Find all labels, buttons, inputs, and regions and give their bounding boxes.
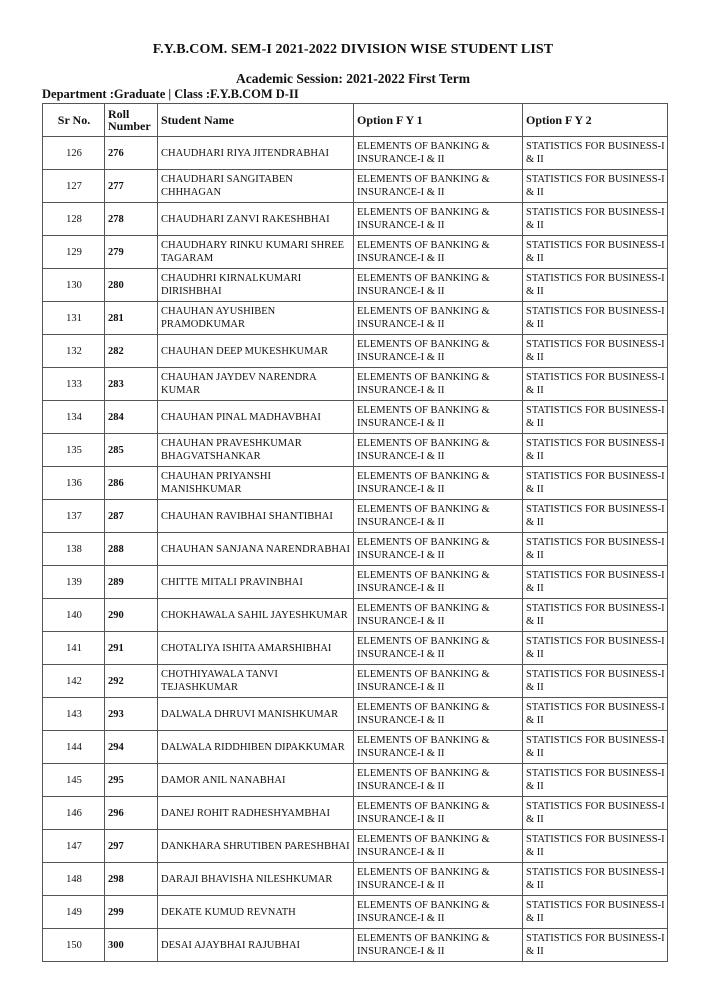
- option-fy1-cell: ELEMENTS OF BANKING & INSURANCE-I & II: [354, 467, 523, 500]
- option-fy2-cell: STATISTICS FOR BUSINESS-I & II: [523, 830, 668, 863]
- table-row: [43, 434, 668, 467]
- option-fy1-cell: ELEMENTS OF BANKING & INSURANCE-I & II: [354, 896, 523, 929]
- option-fy1-cell: ELEMENTS OF BANKING & INSURANCE-I & II: [354, 401, 523, 434]
- roll-number-cell: 284: [105, 401, 158, 434]
- roll-number-cell: 288: [105, 533, 158, 566]
- student-name-cell: CHAUHAN PRIYANSHI MANISHKUMAR: [158, 467, 354, 500]
- option-fy2-cell: STATISTICS FOR BUSINESS-I & II: [523, 335, 668, 368]
- table-row: [43, 500, 668, 533]
- table-body: [43, 137, 668, 962]
- roll-number-cell: 295: [105, 764, 158, 797]
- sr-number-cell: 135: [43, 434, 105, 467]
- student-name-cell: CHAUDHARI ZANVI RAKESHBHAI: [158, 203, 354, 236]
- option-fy1-cell: ELEMENTS OF BANKING & INSURANCE-I & II: [354, 533, 523, 566]
- option-fy1-cell: ELEMENTS OF BANKING & INSURANCE-I & II: [354, 863, 523, 896]
- option-fy1-cell: ELEMENTS OF BANKING & INSURANCE-I & II: [354, 797, 523, 830]
- option-fy2-cell: STATISTICS FOR BUSINESS-I & II: [523, 401, 668, 434]
- sr-number-cell: 140: [43, 599, 105, 632]
- student-name-cell: CHAUDHARI RIYA JITENDRABHAI: [158, 137, 354, 170]
- roll-number-cell: 285: [105, 434, 158, 467]
- option-fy1-cell: ELEMENTS OF BANKING & INSURANCE-I & II: [354, 665, 523, 698]
- option-fy1-cell: ELEMENTS OF BANKING & INSURANCE-I & II: [354, 302, 523, 335]
- department-class-line: Department :Graduate | Class :F.Y.B.COM D-II: [42, 87, 299, 101]
- student-list-table: [42, 103, 668, 962]
- table-row: [43, 764, 668, 797]
- session-subtitle: Academic Session: 2021-2022 First Term: [236, 71, 470, 86]
- roll-number-cell: 299: [105, 896, 158, 929]
- column-header-roll-number: Roll Number: [105, 104, 158, 137]
- roll-number-cell: 291: [105, 632, 158, 665]
- sr-number-cell: 142: [43, 665, 105, 698]
- roll-number-cell: 287: [105, 500, 158, 533]
- sr-number-cell: 146: [43, 797, 105, 830]
- table-row: [43, 203, 668, 236]
- roll-number-cell: 289: [105, 566, 158, 599]
- option-fy2-cell: STATISTICS FOR BUSINESS-I & II: [523, 731, 668, 764]
- student-name-cell: DESAI AJAYBHAI RAJUBHAI: [158, 929, 354, 962]
- option-fy2-cell: STATISTICS FOR BUSINESS-I & II: [523, 137, 668, 170]
- table-row: [43, 698, 668, 731]
- sr-number-cell: 136: [43, 467, 105, 500]
- option-fy2-cell: STATISTICS FOR BUSINESS-I & II: [523, 566, 668, 599]
- option-fy2-cell: STATISTICS FOR BUSINESS-I & II: [523, 368, 668, 401]
- column-header-sr-no: Sr No.: [43, 104, 105, 137]
- option-fy1-cell: ELEMENTS OF BANKING & INSURANCE-I & II: [354, 434, 523, 467]
- roll-number-cell: 292: [105, 665, 158, 698]
- sr-number-cell: 131: [43, 302, 105, 335]
- student-name-cell: CHOTHIYAWALA TANVI TEJASHKUMAR: [158, 665, 354, 698]
- option-fy2-cell: STATISTICS FOR BUSINESS-I & II: [523, 896, 668, 929]
- table-row: [43, 896, 668, 929]
- sr-number-cell: 148: [43, 863, 105, 896]
- option-fy2-cell: STATISTICS FOR BUSINESS-I & II: [523, 302, 668, 335]
- student-name-cell: CHAUHAN PINAL MADHAVBHAI: [158, 401, 354, 434]
- student-name-cell: CHAUHAN PRAVESHKUMAR BHAGVATSHANKAR: [158, 434, 354, 467]
- table-row: [43, 467, 668, 500]
- sr-number-cell: 144: [43, 731, 105, 764]
- option-fy1-cell: ELEMENTS OF BANKING & INSURANCE-I & II: [354, 566, 523, 599]
- table-row: [43, 302, 668, 335]
- roll-number-cell: 276: [105, 137, 158, 170]
- option-fy1-cell: ELEMENTS OF BANKING & INSURANCE-I & II: [354, 632, 523, 665]
- student-name-cell: CHAUDHARY RINKU KUMARI SHREE TAGARAM: [158, 236, 354, 269]
- roll-number-cell: 281: [105, 302, 158, 335]
- student-name-cell: DANKHARA SHRUTIBEN PARESHBHAI: [158, 830, 354, 863]
- column-header-student-name: Student Name: [158, 104, 354, 137]
- sr-number-cell: 141: [43, 632, 105, 665]
- student-name-cell: CHAUHAN JAYDEV NARENDRA KUMAR: [158, 368, 354, 401]
- option-fy2-cell: STATISTICS FOR BUSINESS-I & II: [523, 599, 668, 632]
- student-name-cell: DANEJ ROHIT RADHESHYAMBHAI: [158, 797, 354, 830]
- student-name-cell: CHAUDHARI SANGITABEN CHHHAGAN: [158, 170, 354, 203]
- sr-number-cell: 127: [43, 170, 105, 203]
- option-fy2-cell: STATISTICS FOR BUSINESS-I & II: [523, 467, 668, 500]
- table-row: [43, 566, 668, 599]
- option-fy2-cell: STATISTICS FOR BUSINESS-I & II: [523, 236, 668, 269]
- roll-number-cell: 290: [105, 599, 158, 632]
- roll-number-cell: 297: [105, 830, 158, 863]
- student-name-cell: CHOKHAWALA SAHIL JAYESHKUMAR: [158, 599, 354, 632]
- option-fy1-cell: ELEMENTS OF BANKING & INSURANCE-I & II: [354, 500, 523, 533]
- sr-number-cell: 150: [43, 929, 105, 962]
- table-row: [43, 632, 668, 665]
- option-fy2-cell: STATISTICS FOR BUSINESS-I & II: [523, 500, 668, 533]
- sr-number-cell: 130: [43, 269, 105, 302]
- sr-number-cell: 137: [43, 500, 105, 533]
- student-name-cell: CHAUHAN SANJANA NARENDRABHAI: [158, 533, 354, 566]
- student-name-cell: CHAUHAN DEEP MUKESHKUMAR: [158, 335, 354, 368]
- roll-number-cell: 293: [105, 698, 158, 731]
- option-fy2-cell: STATISTICS FOR BUSINESS-I & II: [523, 434, 668, 467]
- table-row: [43, 236, 668, 269]
- option-fy1-cell: ELEMENTS OF BANKING & INSURANCE-I & II: [354, 203, 523, 236]
- table-row: [43, 929, 668, 962]
- roll-number-cell: 300: [105, 929, 158, 962]
- option-fy2-cell: STATISTICS FOR BUSINESS-I & II: [523, 632, 668, 665]
- sr-number-cell: 129: [43, 236, 105, 269]
- option-fy1-cell: ELEMENTS OF BANKING & INSURANCE-I & II: [354, 731, 523, 764]
- option-fy2-cell: STATISTICS FOR BUSINESS-I & II: [523, 764, 668, 797]
- option-fy2-cell: STATISTICS FOR BUSINESS-I & II: [523, 797, 668, 830]
- option-fy1-cell: ELEMENTS OF BANKING & INSURANCE-I & II: [354, 599, 523, 632]
- roll-number-cell: 286: [105, 467, 158, 500]
- option-fy1-cell: ELEMENTS OF BANKING & INSURANCE-I & II: [354, 269, 523, 302]
- option-fy2-cell: STATISTICS FOR BUSINESS-I & II: [523, 533, 668, 566]
- table-row: [43, 269, 668, 302]
- column-header-option-fy1: Option F Y 1: [354, 104, 523, 137]
- header-row: [43, 104, 668, 137]
- table-row: [43, 599, 668, 632]
- roll-number-cell: 282: [105, 335, 158, 368]
- table-row: [43, 797, 668, 830]
- option-fy1-cell: ELEMENTS OF BANKING & INSURANCE-I & II: [354, 764, 523, 797]
- roll-number-cell: 278: [105, 203, 158, 236]
- roll-number-cell: 280: [105, 269, 158, 302]
- page-title: F.Y.B.COM. SEM-I 2021-2022 DIVISION WISE STUDENT LIST: [152, 42, 554, 57]
- sr-number-cell: 126: [43, 137, 105, 170]
- student-name-cell: CHAUHAN RAVIBHAI SHANTIBHAI: [158, 500, 354, 533]
- student-name-cell: DAMOR ANIL NANABHAI: [158, 764, 354, 797]
- sr-number-cell: 139: [43, 566, 105, 599]
- roll-number-cell: 298: [105, 863, 158, 896]
- student-name-cell: CHAUHAN AYUSHIBEN PRAMODKUMAR: [158, 302, 354, 335]
- option-fy1-cell: ELEMENTS OF BANKING & INSURANCE-I & II: [354, 236, 523, 269]
- option-fy2-cell: STATISTICS FOR BUSINESS-I & II: [523, 698, 668, 731]
- table-row: [43, 137, 668, 170]
- student-name-cell: CHAUDHRI KIRNALKUMARI DIRISHBHAI: [158, 269, 354, 302]
- sr-number-cell: 143: [43, 698, 105, 731]
- sr-number-cell: 145: [43, 764, 105, 797]
- option-fy1-cell: ELEMENTS OF BANKING & INSURANCE-I & II: [354, 170, 523, 203]
- student-name-cell: CHOTALIYA ISHITA AMARSHIBHAI: [158, 632, 354, 665]
- roll-number-cell: 283: [105, 368, 158, 401]
- option-fy1-cell: ELEMENTS OF BANKING & INSURANCE-I & II: [354, 698, 523, 731]
- sr-number-cell: 132: [43, 335, 105, 368]
- table-row: [43, 731, 668, 764]
- table-row: [43, 533, 668, 566]
- table-row: [43, 665, 668, 698]
- student-name-cell: CHITTE MITALI PRAVINBHAI: [158, 566, 354, 599]
- table-row: [43, 368, 668, 401]
- option-fy2-cell: STATISTICS FOR BUSINESS-I & II: [523, 170, 668, 203]
- sr-number-cell: 134: [43, 401, 105, 434]
- sr-number-cell: 149: [43, 896, 105, 929]
- student-name-cell: DALWALA DHRUVI MANISHKUMAR: [158, 698, 354, 731]
- table-row: [43, 830, 668, 863]
- option-fy1-cell: ELEMENTS OF BANKING & INSURANCE-I & II: [354, 335, 523, 368]
- option-fy2-cell: STATISTICS FOR BUSINESS-I & II: [523, 269, 668, 302]
- roll-number-cell: 296: [105, 797, 158, 830]
- roll-number-cell: 294: [105, 731, 158, 764]
- option-fy2-cell: STATISTICS FOR BUSINESS-I & II: [523, 203, 668, 236]
- student-name-cell: DEKATE KUMUD REVNATH: [158, 896, 354, 929]
- column-header-option-fy2: Option F Y 2: [523, 104, 668, 137]
- sr-number-cell: 133: [43, 368, 105, 401]
- student-name-cell: DALWALA RIDDHIBEN DIPAKKUMAR: [158, 731, 354, 764]
- table-row: [43, 863, 668, 896]
- table-row: [43, 170, 668, 203]
- sr-number-cell: 138: [43, 533, 105, 566]
- table-row: [43, 401, 668, 434]
- roll-number-cell: 277: [105, 170, 158, 203]
- roll-number-cell: 279: [105, 236, 158, 269]
- option-fy2-cell: STATISTICS FOR BUSINESS-I & II: [523, 929, 668, 962]
- option-fy2-cell: STATISTICS FOR BUSINESS-I & II: [523, 665, 668, 698]
- option-fy1-cell: ELEMENTS OF BANKING & INSURANCE-I & II: [354, 929, 523, 962]
- option-fy1-cell: ELEMENTS OF BANKING & INSURANCE-I & II: [354, 830, 523, 863]
- option-fy1-cell: ELEMENTS OF BANKING & INSURANCE-I & II: [354, 137, 523, 170]
- table-row: [43, 335, 668, 368]
- option-fy2-cell: STATISTICS FOR BUSINESS-I & II: [523, 863, 668, 896]
- student-name-cell: DARAJI BHAVISHA NILESHKUMAR: [158, 863, 354, 896]
- option-fy1-cell: ELEMENTS OF BANKING & INSURANCE-I & II: [354, 368, 523, 401]
- sr-number-cell: 147: [43, 830, 105, 863]
- table-header: [43, 104, 668, 137]
- sr-number-cell: 128: [43, 203, 105, 236]
